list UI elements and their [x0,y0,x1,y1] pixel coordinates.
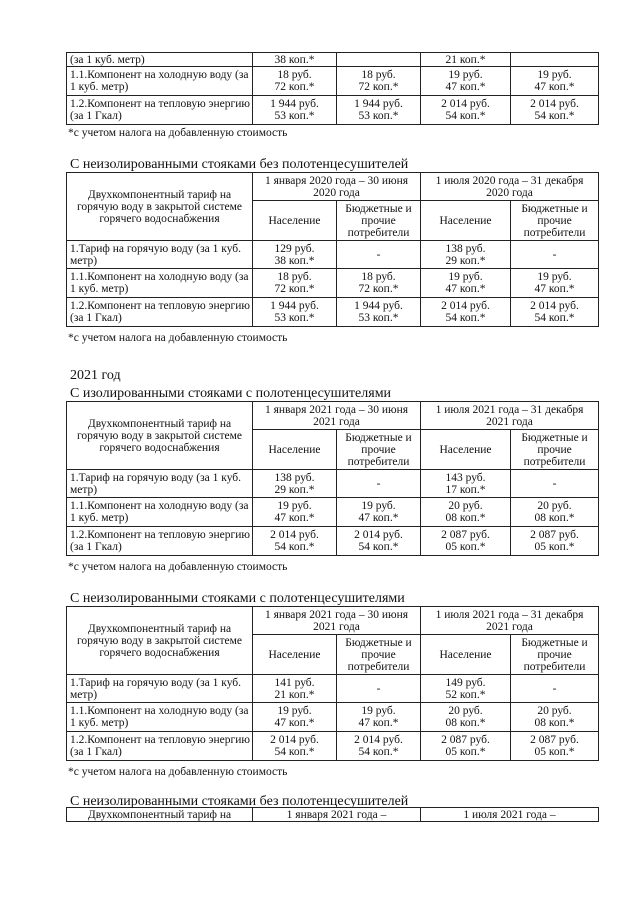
period-header: 1 июля 2021 года – [421,808,599,822]
column-header-population: Население [253,201,337,241]
period-header: 1 января 2021 года – 30 июня 2021 года [253,607,421,635]
column-header-budget: Бюджетные и прочие потребители [337,201,421,241]
footnote: *с учетом налога на добавленную стоимость [68,332,288,344]
cell-value: 2 087 руб. 05 коп.* [511,527,599,556]
period-header: 1 июля 2021 года – 31 декабря 2021 года [421,402,599,430]
tariff-table-2021-insulated-with-dryers [66,401,599,556]
cell-value: - [337,675,421,703]
cell-value: 19 руб. 47 коп.* [511,269,599,298]
footnote: *с учетом налога на добавленную стоимость [68,561,288,573]
column-header-population: Население [421,430,511,470]
column-header-population: Население [421,635,511,675]
footnote: *с учетом налога на добавленную стоимость [68,766,288,778]
period-header: 1 января 2021 года – [253,808,421,822]
cell-value: 2 014 руб. 54 коп.* [337,732,421,761]
row-label: 1.1.Компонент на холодную воду (за 1 куб. метр) [67,498,253,527]
cell-value: 19 руб. 47 коп.* [337,498,421,527]
cell-value: 138 руб. 29 коп.* [421,241,511,269]
cell-value: 2 014 руб. 54 коп.* [253,527,337,556]
cell-value: 1 944 руб. 53 коп.* [337,96,421,125]
period-header: 1 июля 2021 года – 31 декабря 2021 года [421,607,599,635]
cell-value: 18 руб. 72 коп.* [337,269,421,298]
year-heading: 2021 год [70,368,121,383]
cell-value: 141 руб. 21 коп.* [253,675,337,703]
cell-value: 19 руб. 47 коп.* [511,67,599,96]
column-header-population: Население [253,635,337,675]
header-label: Двухкомпонентный тариф на горячую воду в закрытой системе горячего водоснабжения [67,402,253,470]
period-header: 1 января 2020 года – 30 июня 2020 года [253,173,421,201]
cell-value: 143 руб. 17 коп.* [421,470,511,498]
tariff-table-2021-noninsulated-with-dryers [66,606,599,761]
cell-value: 20 руб. 08 коп.* [421,703,511,732]
cell-value: 19 руб. 47 коп.* [421,269,511,298]
row-label: 1.2.Компонент на тепловую энергию (за 1 Гкал) [67,732,253,761]
cell-value: 21 коп.* [421,53,511,67]
cell-value: 149 руб. 52 коп.* [421,675,511,703]
cell-value: 20 руб. 08 коп.* [511,498,599,527]
tariff-table-2021-noninsulated-no-dryers [66,807,599,822]
cell-value: 18 руб. 72 коп.* [253,67,337,96]
section-heading: С неизолированными стояками с полотенцесушителями [70,591,405,606]
cell-value: 1 944 руб. 53 коп.* [337,298,421,327]
cell-value: 18 руб. 72 коп.* [337,67,421,96]
row-label: 1.1.Компонент на холодную воду (за 1 куб. метр) [67,269,253,298]
row-label: 1.2.Компонент на тепловую энергию (за 1 Гкал) [67,96,253,125]
section-heading: С неизолированными стояками без полотенцесушителей [70,157,409,172]
section-heading: С изолированными стояками с полотенцесушителями [70,386,392,401]
column-header-budget: Бюджетные и прочие потребители [337,430,421,470]
cell-value: - [511,470,599,498]
row-label: (за 1 куб. метр) [67,53,253,67]
cell-value: 20 руб. 08 коп.* [511,703,599,732]
cell-value: 19 руб. 47 коп.* [253,703,337,732]
cell-value: - [337,241,421,269]
cell-value: - [511,675,599,703]
cell-value [511,53,599,67]
row-label: 1.Тариф на горячую воду (за 1 куб. метр) [67,675,253,703]
cell-value: 2 014 руб. 54 коп.* [421,96,511,125]
header-label: Двухкомпонентный тариф на [67,808,253,822]
footnote: *с учетом налога на добавленную стоимость [68,127,288,139]
cell-value: 18 руб. 72 коп.* [253,269,337,298]
cell-value: 2 087 руб. 05 коп.* [511,732,599,761]
period-header: 1 июля 2020 года – 31 декабря 2020 года [421,173,599,201]
cell-value: 2 087 руб. 05 коп.* [421,527,511,556]
cell-value: 138 руб. 29 коп.* [253,470,337,498]
cell-value: 2 014 руб. 54 коп.* [511,298,599,327]
row-label: 1.Тариф на горячую воду (за 1 куб. метр) [67,470,253,498]
row-label: 1.2.Компонент на тепловую энергию (за 1 Гкал) [67,527,253,556]
cell-value: 2 014 руб. 54 коп.* [253,732,337,761]
row-label: 1.1.Компонент на холодную воду (за 1 куб. метр) [67,703,253,732]
column-header-population: Население [253,430,337,470]
row-label: 1.2.Компонент на тепловую энергию (за 1 Гкал) [67,298,253,327]
cell-value: 19 руб. 47 коп.* [421,67,511,96]
cell-value: 2 014 руб. 54 коп.* [337,527,421,556]
cell-value: 1 944 руб. 53 коп.* [253,96,337,125]
column-header-population: Население [421,201,511,241]
column-header-budget: Бюджетные и прочие потребители [511,635,599,675]
header-label: Двухкомпонентный тариф на горячую воду в закрытой системе горячего водоснабжения [67,173,253,241]
tariff-table-2020-partial [66,52,599,125]
cell-value: 19 руб. 47 коп.* [337,703,421,732]
row-label: 1.1.Компонент на холодную воду (за 1 куб. метр) [67,67,253,96]
period-header: 1 января 2021 года – 30 июня 2021 года [253,402,421,430]
column-header-budget: Бюджетные и прочие потребители [337,635,421,675]
cell-value [337,53,421,67]
cell-value: 1 944 руб. 53 коп.* [253,298,337,327]
cell-value: 2 014 руб. 54 коп.* [511,96,599,125]
cell-value: - [511,241,599,269]
cell-value: 19 руб. 47 коп.* [253,498,337,527]
section-heading: С неизолированными стояками без полотенцесушителей [70,794,409,809]
column-header-budget: Бюджетные и прочие потребители [511,430,599,470]
cell-value: 38 коп.* [253,53,337,67]
cell-value: 2 014 руб. 54 коп.* [421,298,511,327]
cell-value: - [337,470,421,498]
header-label: Двухкомпонентный тариф на горячую воду в закрытой системе горячего водоснабжения [67,607,253,675]
cell-value: 129 руб. 38 коп.* [253,241,337,269]
tariff-table-2020-noninsulated-no-dryers [66,172,599,327]
row-label: 1.Тариф на горячую воду (за 1 куб. метр) [67,241,253,269]
cell-value: 2 087 руб. 05 коп.* [421,732,511,761]
column-header-budget: Бюджетные и прочие потребители [511,201,599,241]
cell-value: 20 руб. 08 коп.* [421,498,511,527]
